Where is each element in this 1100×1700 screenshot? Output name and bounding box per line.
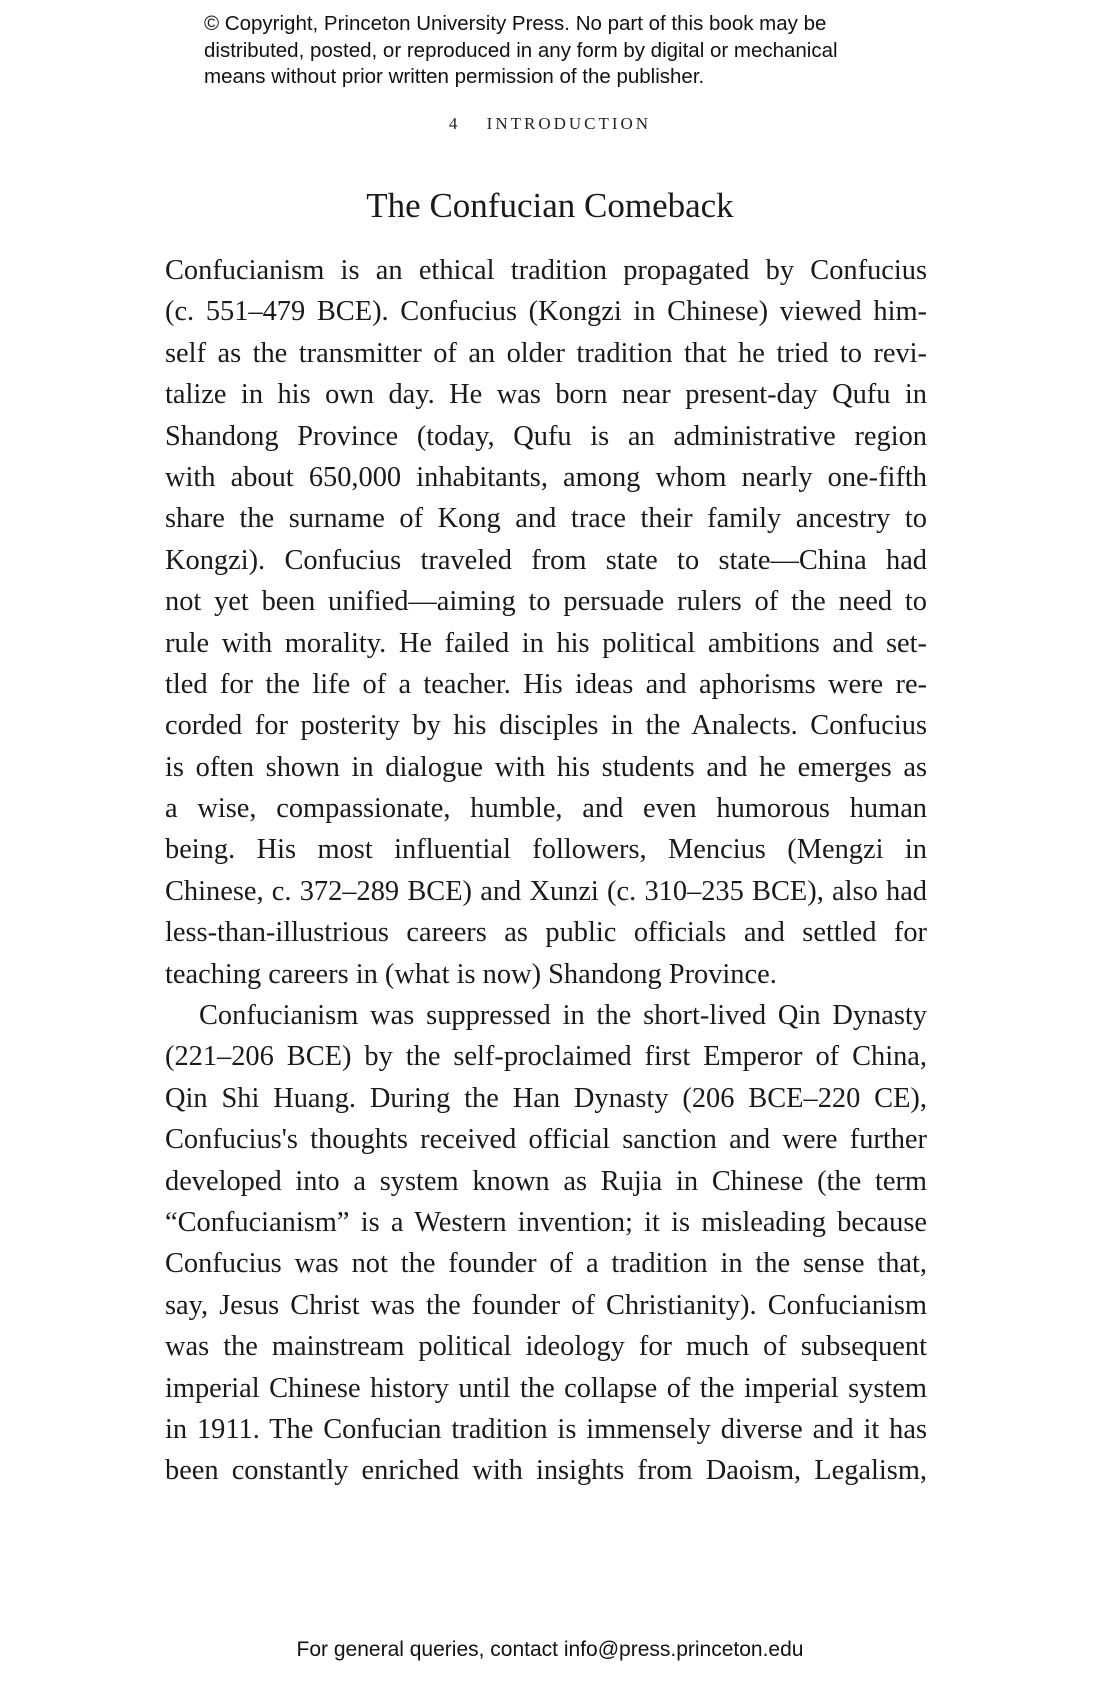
copyright-line: means without prior written permission of the publisher. bbox=[204, 65, 705, 88]
body-line: Confucianism is an ethical tradition propagated by Confucius bbox=[165, 255, 927, 286]
body-line: developed into a system known as Rujia in Chinese (the term bbox=[165, 1165, 927, 1197]
body-line: Kongzi). Confucius traveled from state to state—China had bbox=[165, 544, 927, 576]
footer-contact: For general queries, contact info@press.princeton.edu bbox=[296, 1638, 804, 1661]
body-text bbox=[165, 250, 927, 1492]
body-line: rule with morality. He failed in his political ambitions and set- bbox=[165, 627, 927, 659]
body-line: not yet been unified—aiming to persuade rulers of the need to bbox=[165, 586, 927, 618]
running-head bbox=[0, 114, 1100, 134]
body-line: share the surname of Kong and trace their family ancestry to bbox=[165, 503, 927, 535]
body-line: Confucius's thoughts received official sanction and were further bbox=[165, 1124, 927, 1156]
body-line: was the mainstream political ideology for much of subsequent bbox=[165, 1331, 927, 1363]
body-line: Confucius was not the founder of a tradition in the sense that, bbox=[165, 1248, 927, 1280]
copyright-line: distributed, posted, or reproduced in any form by digital or mechanical bbox=[204, 38, 838, 62]
body-line: Shandong Province (today, Qufu is an administrative region bbox=[165, 420, 927, 452]
body-line: (221–206 BCE) by the self-proclaimed first Emperor of China, bbox=[165, 1041, 927, 1073]
body-line: Chinese, c. 372–289 BCE) and Xunzi (c. 310–235 BCE), also had bbox=[165, 875, 927, 907]
body-line: teaching careers in (what is now) Shandong Province. bbox=[165, 958, 777, 990]
copyright-line: © Copyright, Princeton University Press. No part of this book may be bbox=[204, 12, 827, 35]
body-line: Qin Shi Huang. During the Han Dynasty (206 BCE–220 CE), bbox=[165, 1082, 927, 1114]
body-line: with about 650,000 inhabitants, among whom nearly one-fifth bbox=[165, 461, 927, 493]
body-line: tled for the life of a teacher. His ideas and aphorisms were re- bbox=[165, 668, 927, 700]
copyright-notice bbox=[204, 11, 964, 91]
body-line: corded for posterity by his disciples in the Analects. Confucius bbox=[165, 710, 927, 742]
body-line: imperial Chinese history until the collapse of the imperial system bbox=[165, 1372, 927, 1404]
running-head-section: INTRODUCTION bbox=[486, 114, 652, 133]
body-line: been constantly enriched with insights from Daoism, Legalism, bbox=[165, 1455, 927, 1487]
body-line: less-than-illustrious careers as public officials and settled for bbox=[165, 917, 927, 949]
body-line: in 1911. The Confucian tradition is immensely diverse and it has bbox=[165, 1413, 927, 1445]
body-line: a wise, compassionate, humble, and even humorous human bbox=[165, 793, 927, 825]
page-number: 4 bbox=[448, 114, 458, 133]
body-line: (c. 551–479 BCE). Confucius (Kongzi in Chinese) viewed him- bbox=[165, 296, 927, 328]
body-line: “Confucianism” is a Western invention; it is misleading because bbox=[165, 1206, 927, 1238]
body-line: self as the transmitter of an older tradition that he tried to revi- bbox=[165, 337, 927, 369]
body-line: say, Jesus Christ was the founder of Christianity). Confucianism bbox=[165, 1289, 927, 1321]
body-line: Confucianism was suppressed in the short-lived Qin Dynasty bbox=[199, 1000, 927, 1032]
body-line: is often shown in dialogue with his students and he emerges as bbox=[165, 751, 927, 783]
body-line: being. His most influential followers, Mencius (Mengzi in bbox=[165, 834, 927, 866]
body-line: talize in his own day. He was born near present-day Qufu in bbox=[165, 379, 927, 411]
section-title: The Confucian Comeback bbox=[366, 186, 734, 225]
